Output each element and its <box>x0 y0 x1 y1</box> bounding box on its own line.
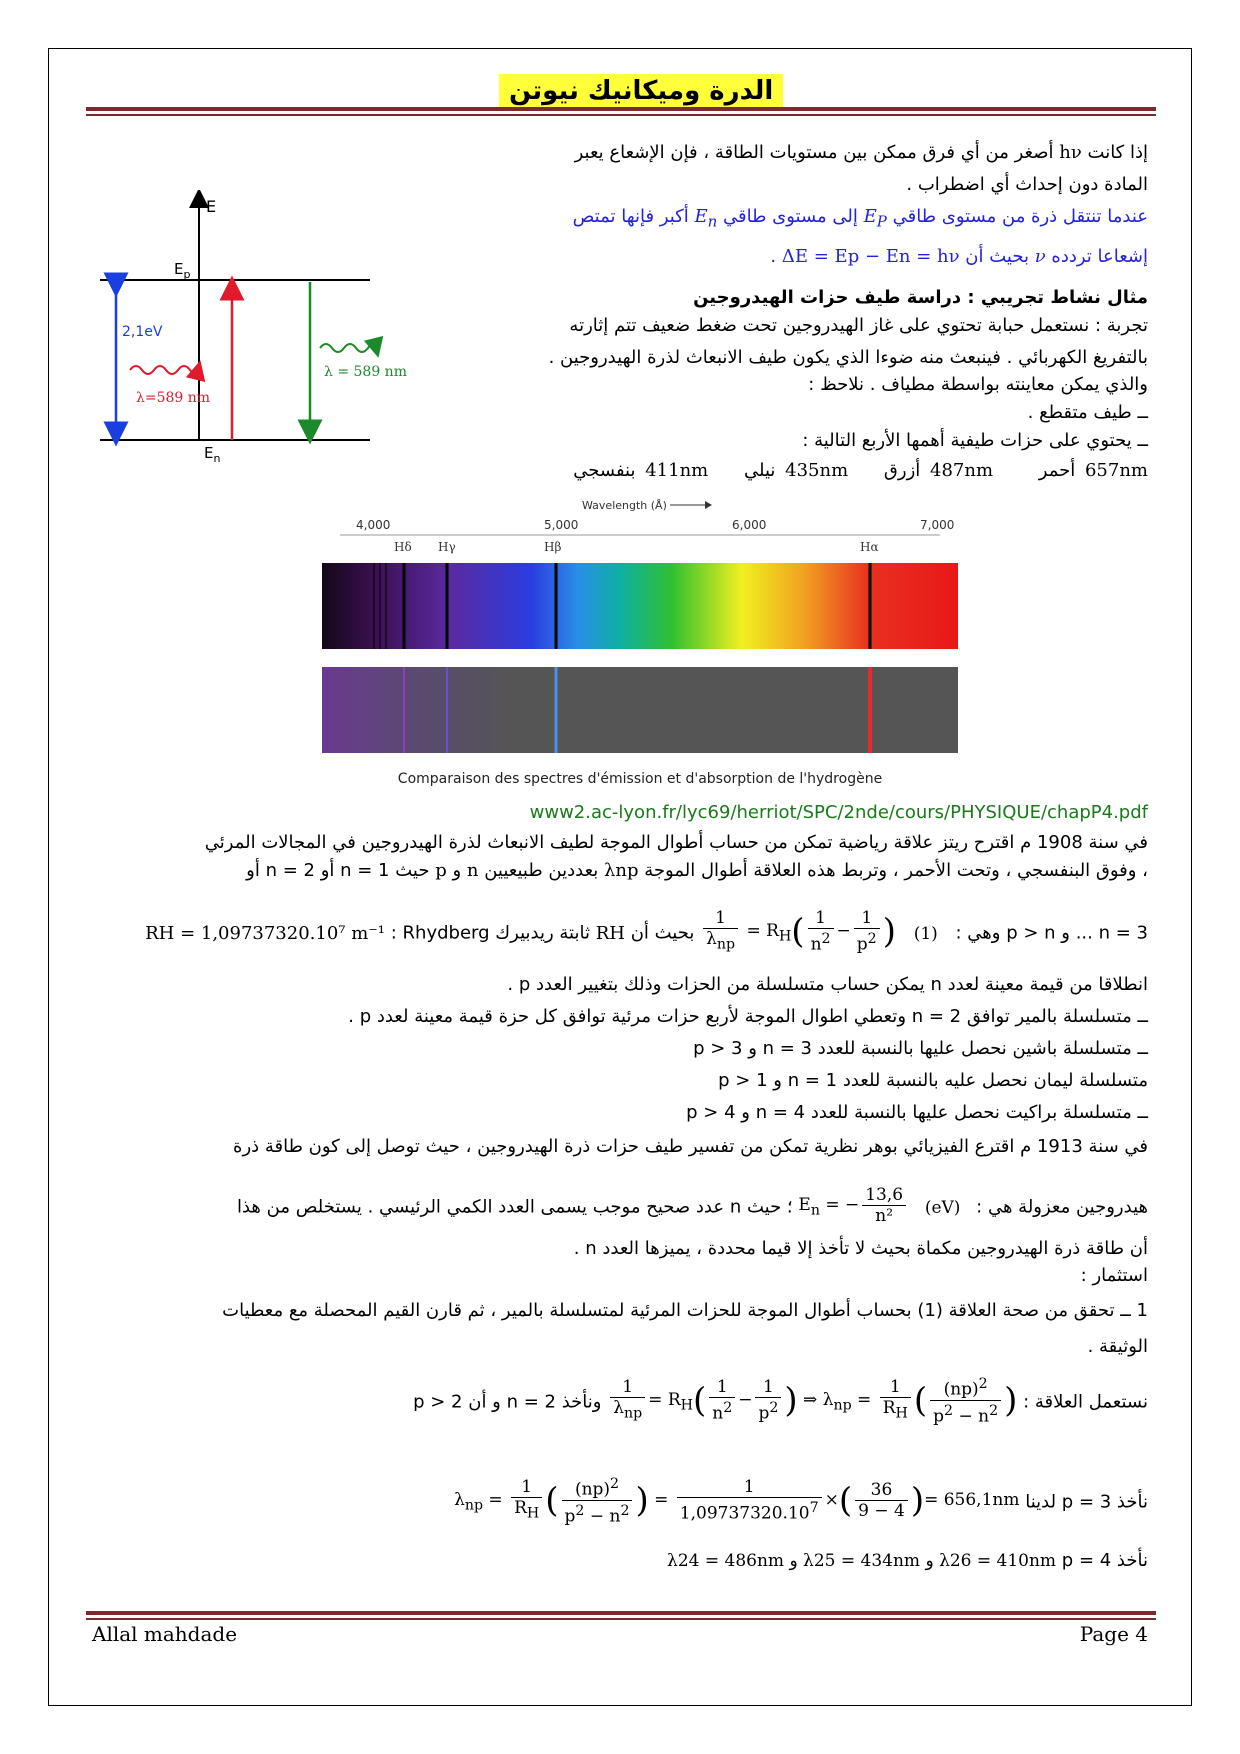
intro-line-1: إذا كانت hν أصغر من أي فرق ممكن بين مستويات الطاقة ، فإن الإشعاع يعبر <box>574 142 1148 163</box>
line-label: Hα <box>860 540 879 554</box>
energy-gap-label: 2,1eV <box>122 324 163 340</box>
tick-label: 5,000 <box>544 518 579 532</box>
rydberg-equation-line: n = 3 ... و p > n وهي : (1) $\frac{1}{\lambda_{np}}$ = $R_H$( $\frac{1}{n^2}$ − $\frac{1}{p^2}$ ) بحيث أن RH ثابتة ريدبيرك Rhydberg : RH = 1,09737320.10⁷ m⁻¹ <box>92 906 1148 956</box>
energy-level-diagram <box>100 190 430 470</box>
line-color: أزرق <box>883 460 921 481</box>
question-1-end: الوثيقة . <box>1087 1336 1148 1357</box>
observation-2: ــ يحتوي على حزات طيفية أهمها الأربع التالية : <box>802 430 1148 451</box>
rydberg-formula: $\frac{1}{\lambda_{np}}$ = $R_H$( $\frac{1}{n^2}$ − $\frac{1}{p^2}$ ) <box>700 906 896 961</box>
line-value: 435nm <box>785 460 849 481</box>
line-label: Hδ <box>394 540 412 554</box>
intro-line-3: عندما تنتقل ذرة من مستوى طاقي $E_P$ إلى مستوى طاقي $E_n$ أكبر فإنها تمتص <box>572 206 1148 231</box>
answer-p4: نأخذ p = 4 λ24 = 486nm و λ25 = 434nm و λ26 = 410nm <box>667 1550 1148 1571</box>
bohr-energy-formula: $E_n$ = − $\frac{13,6}{\text{n²}}$ <box>798 1180 909 1235</box>
rydberg-paragraph-2: ، وفوق البنفسجي ، وتحت الأحمر ، وتربط هذه العلاقة أطوال الموجة λnp بعددين طبيعيين n و p حيث n = 1 أو n = 2 أو <box>246 860 1148 881</box>
spectral-lines-list <box>573 458 1148 484</box>
series-balmer: ــ متسلسلة بالمير توافق n = 2 وتعطي اطوال الموجة لأربع حزات مرئية توافق كل حزة قيمة معينة لعدد p . <box>348 1006 1148 1027</box>
rydberg-paragraph-1: في سنة 1908 م اقترح ريتز علاقة رياضية تمكن من حساب أطوال الموجة لطيف الانبعاث لذرة الهيدروجين في المجالات المرئي <box>204 832 1148 853</box>
tick-label: 7,000 <box>920 518 955 532</box>
activity-text-1: تجربة : نستعمل حبابة تحتوي على غاز الهيدروجين تحت ضغط ضعيف تتم إثارته <box>569 315 1148 336</box>
line-color: أحمر <box>1038 460 1076 481</box>
line-color: بنفسجي <box>573 460 636 481</box>
header-rule <box>86 107 1156 111</box>
activity-text-3: والذي يمكن معاينته بواسطة مطياف . نلاحظ : <box>808 374 1148 395</box>
axis-direction-arrowhead <box>705 501 712 509</box>
intro-line-4: إشعاعا تردده ν بحيث أن ΔE = Ep − En = hν . <box>770 246 1148 267</box>
tick-label: 6,000 <box>732 518 767 532</box>
figure-caption: Comparaison des spectres d'émission et d'absorption de l'hydrogène <box>397 771 883 787</box>
footer-rule-thin <box>86 1618 1156 1620</box>
absorption-spectrum <box>322 563 958 649</box>
emitted-wavelength: λ = 589 nm <box>324 364 407 380</box>
intro-line-2: المادة دون إحداث أي اضطراب . <box>906 174 1148 195</box>
line-value: 657nm <box>1084 460 1148 481</box>
series-lyman: متسلسلة ليمان نحصل عليه بالنسبة للعدد n = 1 و p > 1 <box>718 1070 1148 1091</box>
page-title: الدرة وميكانيك نيوتن <box>499 74 783 108</box>
line-color: نيلي <box>744 460 776 481</box>
axis-title: Wavelength (Å) <box>582 499 667 512</box>
series-brackett: ــ متسلسلة براكيت نحصل عليها بالنسبة للعدد n = 4 و p > 4 <box>686 1102 1148 1123</box>
line-value: 411nm <box>645 460 709 481</box>
relation-formula: $\frac{1}{\lambda_{np}}$ = $R_H$( $\frac{1}{n^2}$ − $\frac{1}{p^2}$ ) ⇒ $\lambda_{np}$ = $\frac{1}{R_H}$ ( $\frac{(np)^2}{p^2 - n^2}$ ) <box>607 1370 1017 1435</box>
emitted-photon-wave <box>320 344 376 352</box>
observation-1: ــ طيف متقطع . <box>1027 402 1148 423</box>
bohr-paragraph-1: في سنة 1913 م اقترع الفيزيائي بوهر نظرية تمكن من تفسير طيف حزات ذرة الهيدروجين ، حيث توصل إلى كون طاقة ذرة <box>233 1136 1148 1157</box>
emission-spectrum <box>322 667 958 753</box>
incoming-wavelength: λ=589 nm <box>136 390 211 406</box>
level-en-label: $E_n$ <box>204 444 221 465</box>
exploitation-heading: استثمار : <box>1080 1265 1148 1286</box>
series-paschen: ــ متسلسلة باشين نحصل عليها بالنسبة للعدد n = 3 و p > 3 <box>693 1038 1148 1059</box>
answer-p3: نأخذ p = 3 لدينا $\lambda_{np}$ = $\frac{1}{R_H}$ ( $\frac{(np)^2}{p^2 - n^2}$ ) = $\frac{1}{1,09737320.10^7}$ ×( $\frac{36}{9 - 4}$ )= 656,1nm <box>454 1470 1148 1530</box>
incoming-photon-wave <box>130 366 198 374</box>
answer-relation: نستعمل العلاقة : $\frac{1}{\lambda_{np}}$ = $R_H$( $\frac{1}{n^2}$ − $\frac{1}{p^2}$ ) ⇒ $\lambda_{np}$ = $\frac{1}{R_H}$ ( $\frac{(np)^2}{p^2 - n^2}$ ) ونأخذ n = 2 و أن p > 2 <box>413 1370 1148 1430</box>
line-label: Hβ <box>544 540 562 554</box>
footer-author: Allal mahdade <box>92 1622 238 1646</box>
hydrogen-spectrum-figure <box>320 495 960 795</box>
source-link[interactable]: www2.ac-lyon.fr/lyc69/herriot/SPC/2nde/cours/PHYSIQUE/chapP4.pdf <box>529 802 1148 823</box>
series-intro: انطلاقا من قيمة معينة لعدد n يمكن حساب متسلسلة من الحزات وذلك بتغيير العدد p . <box>507 974 1148 995</box>
question-1: 1 ــ تحقق من صحة العلاقة (1) بحساب أطوال الموجة للحزات المرئية لمتسلسلة بالمير ، ثم قارن القيم المحصلة مع معطيات <box>222 1300 1148 1321</box>
level-ep-label: $E_p$ <box>174 260 191 281</box>
footer-page-number: Page 4 <box>1079 1622 1148 1646</box>
activity-heading: مثال نشاط تجريبي : دراسة طيف حزات الهيدروجين <box>693 287 1148 308</box>
activity-text-2: بالتفريغ الكهربائي . فينبعث منه ضوءا الذي يكون طيف الانبعاث لذرة الهيدروجين . <box>548 347 1148 368</box>
axis-label: E <box>206 197 217 216</box>
line-label: Hγ <box>438 540 456 554</box>
header-rule-thin <box>86 114 1156 116</box>
line-value: 487nm <box>930 460 994 481</box>
footer-rule <box>86 1611 1156 1615</box>
bohr-paragraph-2: هيدروجين معزولة هي : (eV) $E_n$ = − $\frac{13,6}{\text{n²}}$ ؛ حيث n عدد صحيح موجب يسمى العدد الكمي الرئيسي . يستخلص من هذا <box>92 1180 1148 1230</box>
tick-label: 4,000 <box>356 518 391 532</box>
bohr-paragraph-3: أن طاقة ذرة الهيدروجين مكماة بحيث لا تأخذ إلا قيما محددة ، يميزها العدد n . <box>573 1238 1148 1259</box>
p3-computation: $\lambda_{np}$ = $\frac{1}{R_H}$ ( $\frac{(np)^2}{p^2 - n^2}$ ) = $\frac{1}{1,09737320.10^7}$ ×( $\frac{36}{9 - 4}$ )= 656,1nm <box>454 1476 1020 1527</box>
